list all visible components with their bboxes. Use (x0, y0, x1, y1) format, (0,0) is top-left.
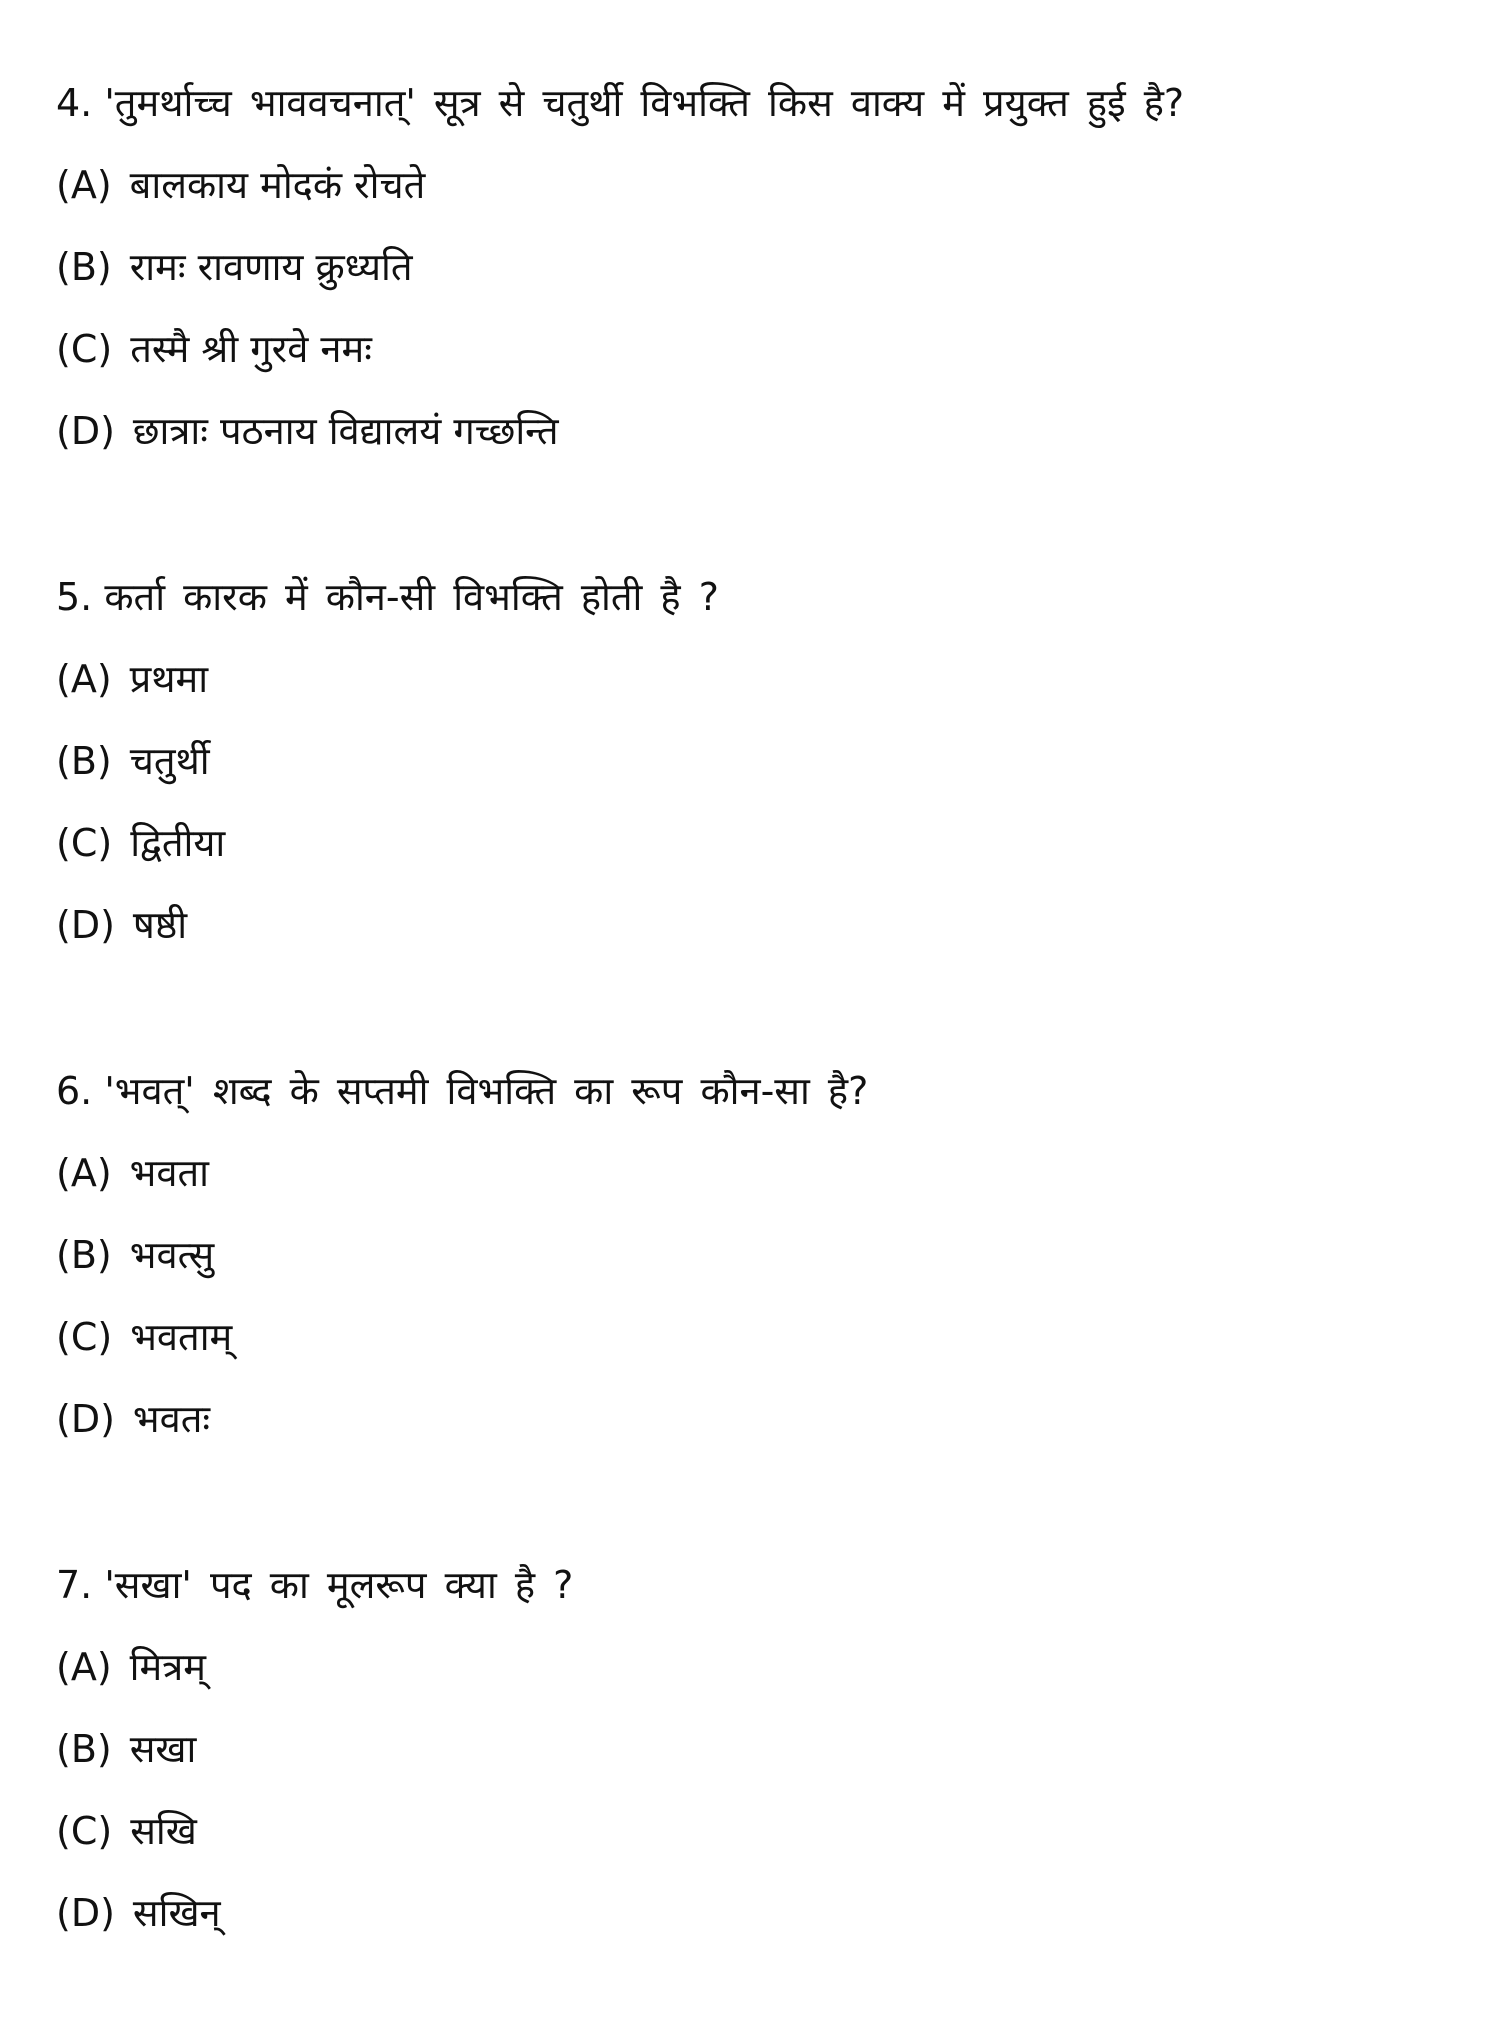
option-text: छात्राः पठनाय विद्यालयं गच्छन्ति (132, 409, 559, 453)
option-key: (B) (56, 245, 112, 289)
question-text: कर्ता कारक में कौन-सी विभक्ति होती है ? (104, 575, 719, 619)
option-text: भवताम् (130, 1315, 233, 1359)
option-key: (B) (56, 1727, 112, 1771)
option-key: (B) (56, 1233, 112, 1277)
option-c (56, 1296, 1476, 1378)
option-text: भवतः (132, 1397, 211, 1441)
option-key: (C) (56, 1809, 113, 1853)
question-text: 'सखा' पद का मूलरूप क्या है ? (104, 1563, 574, 1607)
question-number: 6. (56, 1069, 93, 1113)
option-text: सखिन् (132, 1891, 221, 1935)
option-text: भवता (129, 1151, 210, 1195)
option-text: षष्ठी (132, 903, 188, 947)
option-text: तस्मै श्री गुरवे नमः (130, 327, 372, 371)
option-text: रामः रावणाय क्रुध्यति (129, 245, 413, 289)
option-key: (A) (56, 1151, 112, 1195)
option-text: बालकाय मोदकं रोचते (129, 163, 426, 207)
option-key: (C) (56, 821, 113, 865)
option-key: (D) (56, 903, 115, 947)
option-text: सखि (130, 1809, 197, 1853)
question-stem (56, 556, 1476, 638)
option-b (56, 1708, 1476, 1790)
question-stem (56, 62, 1476, 144)
question-number: 5. (56, 575, 93, 619)
option-text: चतुर्थी (129, 739, 210, 783)
option-b (56, 720, 1476, 802)
option-d (56, 884, 1476, 966)
option-key: (B) (56, 739, 112, 783)
option-a (56, 1132, 1476, 1214)
option-d (56, 1872, 1476, 1954)
option-key: (C) (56, 1315, 113, 1359)
option-key: (A) (56, 1645, 112, 1689)
option-a (56, 1626, 1476, 1708)
question-number: 7. (56, 1563, 93, 1607)
option-key: (A) (56, 657, 112, 701)
option-a (56, 638, 1476, 720)
question-text: 'तुमर्थाच्च भाववचनात्' सूत्र से चतुर्थी विभक्ति किस वाक्य में प्रयुक्त हुई है? (104, 81, 1185, 125)
option-d (56, 390, 1476, 472)
option-key: (D) (56, 1397, 115, 1441)
option-c (56, 1790, 1476, 1872)
option-text: मित्रम् (129, 1645, 206, 1689)
option-a (56, 144, 1476, 226)
question-number: 4. (56, 81, 93, 125)
option-text: सखा (129, 1727, 197, 1771)
option-d (56, 1378, 1476, 1460)
option-b (56, 226, 1476, 308)
option-text: भवत्सु (129, 1233, 215, 1277)
option-key: (D) (56, 409, 115, 453)
option-key: (C) (56, 327, 113, 371)
option-key: (D) (56, 1891, 115, 1935)
question-stem (56, 1544, 1476, 1626)
question-text: 'भवत्' शब्द के सप्तमी विभक्ति का रूप कौन-सा है? (104, 1069, 869, 1113)
option-text: द्वितीया (130, 821, 226, 865)
question-4 (56, 62, 1476, 472)
option-c (56, 802, 1476, 884)
option-key: (A) (56, 163, 112, 207)
question-7 (56, 1544, 1476, 1954)
question-6 (56, 1050, 1476, 1460)
option-b (56, 1214, 1476, 1296)
question-stem (56, 1050, 1476, 1132)
question-5 (56, 556, 1476, 966)
option-text: प्रथमा (129, 657, 209, 701)
option-c (56, 308, 1476, 390)
